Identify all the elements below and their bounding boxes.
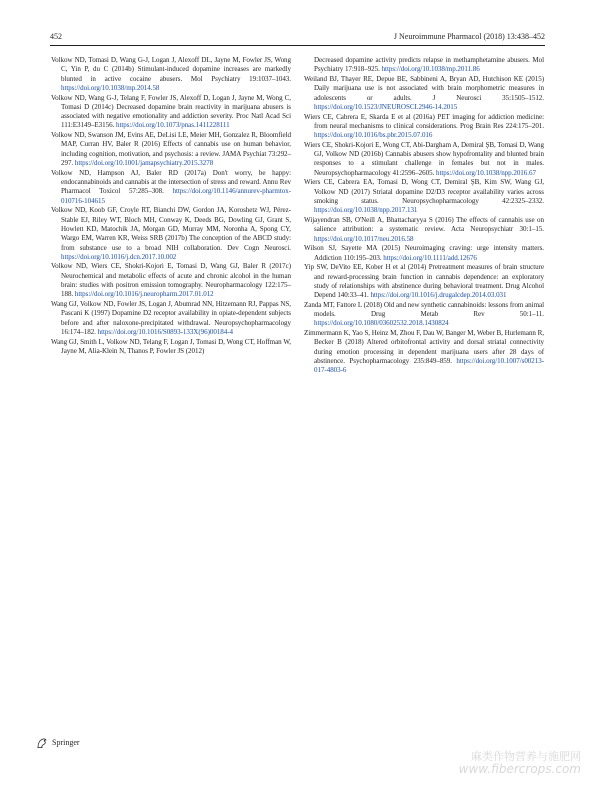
reference-text: Decreased dopamine activity predicts relapse in methamphetamine abusers. Mol Psychiatry 17:918–925.	[314, 56, 544, 74]
doi-link[interactable]: https://doi.org/10.1111/add.12676	[383, 253, 477, 262]
reference-entry	[304, 178, 544, 215]
references-right-column	[304, 56, 544, 376]
header-rule	[50, 45, 545, 46]
doi-link[interactable]: https://doi.org/10.1523/JNEUROSCI.2946-14.2015	[314, 102, 458, 111]
reference-text: Volkow ND, Wiers CE, Shokri-Kojori E, Tomasi D, Wang GJ, Baler R (2017c) Neurochemical and metabolic effects of acute and chronic alcohol in the human brain: studies with positron emission tomography. Neuropharmacology 122:175–188.	[51, 262, 291, 299]
doi-link[interactable]: https://doi.org/10.1016/bs.pbr.2015.07.016	[314, 131, 433, 140]
reference-text: Wiers CE, Cabrera E, Skarda E et al (2016a) PET imaging for addiction medicine: from neural mechanisms to clinical considerations. Prog Brain Res 224:175–201.	[304, 112, 544, 130]
doi-link[interactable]: https://doi.org/10.1038/npp.2016.67	[436, 168, 536, 177]
reference-entry	[304, 301, 544, 329]
reference-entry	[304, 75, 544, 112]
reference-entry	[51, 262, 291, 299]
reference-entry	[51, 206, 291, 262]
reference-entry	[304, 216, 544, 244]
springer-horse-icon	[36, 737, 48, 749]
reference-text: Zimmermann K, Yao S, Heinz M, Zhou F, Dau W, Banger M, Weber B, Hurlemann R, Becker B (2018) Altered orbitofrontal activity and dorsal striatal connectivity during emotion processing in dependent marijuana users after 28 days of abstinence. Psychopharmacology 235:849–859.	[304, 329, 544, 366]
doi-link[interactable]: https://doi.org/10.1016/j.neuropharm.2017.01.012	[74, 290, 214, 299]
watermark-url: www.fibercrops.com	[458, 762, 581, 776]
reference-entry	[51, 338, 291, 357]
reference-text: Volkow ND, Swanson JM, Evins AE, DeLisi LE, Meier MH, Gonzalez R, Bloomfield MAP, Curran HV, Baler R (2016) Effects of cannabis use on human behavior, including cognition, motivation, and psychosis: a review. JAMA Psychiat 73:292–297.	[51, 131, 291, 168]
reference-text: Wilson SJ, Sayette MA (2015) Neuroimaging craving: urge intensity matters. Addiction 110:195–203.	[304, 244, 544, 262]
doi-link[interactable]: https://doi.org/10.1007/s00213-017-4803-6	[314, 357, 544, 375]
reference-text: Wang GJ, Volkow ND, Fowler JS, Logan J, Abumrad NN, Hitzemann RJ, Pappas NS, Pascani K (1997) Dopamine D2 receptor availability in opiate-dependent subjects before and after naloxone-precipitated withdrawal. Neuropsychopharmacology 16:174–182.	[51, 300, 291, 336]
page-footer	[36, 736, 80, 750]
doi-link[interactable]: https://doi.org/10.1016/j.drugalcdep.2014.03.031	[370, 291, 507, 300]
references-left-column	[51, 56, 291, 357]
doi-link[interactable]: https://doi.org/10.1016/j.dcn.2017.10.002	[61, 252, 177, 261]
reference-entry	[304, 263, 544, 300]
reference-entry	[51, 131, 291, 168]
reference-text: Volkow ND, Hampson AJ, Baler RD (2017a) Don't worry, be happy: endocannabinoids and cannabis at the intersection of stress and reward. Annu Rev Pharmacol Toxicol 57:285–308.	[51, 168, 291, 196]
page-number: 452	[50, 32, 62, 41]
doi-link[interactable]: https://doi.org/10.1038/mp.2011.86	[381, 65, 480, 74]
reference-entry	[51, 56, 291, 93]
journal-citation: J Neuroimmune Pharmacol (2018) 13:438–452	[393, 32, 545, 41]
reference-entry	[51, 94, 291, 131]
reference-text: Wiers CE, Cabrera EA, Tomasi D, Wong CT, Demiral ŞB, Kim SW, Wang GJ, Volkow ND (2017) Striatal dopamine D2/D3 receptor availability varies across smoking status. Neuropsychopharmacology 42:2325–2332.	[304, 178, 544, 206]
reference-text: Zanda MT, Fattore L (2018) Old and new synthetic cannabinoids: lessons from animal models. Drug Metab Rev 50:1–11.	[304, 300, 544, 319]
reference-entry	[304, 113, 544, 141]
reference-text: Volkow ND, Koob GF, Croyle RT, Bianchi DW, Gordon JA, Koroshetz WJ, Pérez-Stable EJ, Riley WT, Bloch MH, Conway K, Deeds BG, Dowling GJ, Grant S, Howlett KD, Matochik JA, Morgan GD, Murray MM, Noronha A, Spong CY, Wargo EM, Warren KR, Weiss SRB (2017b) The conception of the ABCD study: from substance use to a broad NIH collaboration. Dev Cogn Neurosci.	[51, 206, 291, 252]
doi-link[interactable]: https://doi.org/10.1080/03602532.2018.1430824	[314, 319, 449, 328]
doi-link[interactable]: https://doi.org/10.1038/mp.2014.58	[61, 83, 160, 92]
reference-text: Weiland BJ, Thayer RE, Depue BE, Sabbineni A, Bryan AD, Hutchison KE (2015) Daily marijuana use is not associated with brain morphometric measures in adolescents or adults. J Neurosci 35:1505–1512.	[304, 74, 544, 102]
reference-entry	[304, 141, 544, 178]
reference-text: Yip SW, DeVito EE, Kober H et al (2014) Pretreatment measures of brain structure and reward-processing brain function in cannabis dependence: an exploratory study of relationships with abstinence during behavioral treatment. Drug Alcohol Depend 140:33–41.	[304, 263, 544, 300]
site-watermark	[459, 751, 581, 775]
publisher-name: Springer	[52, 738, 80, 747]
watermark-title: 麻类作物营养与施肥网	[471, 750, 581, 763]
reference-entry	[304, 56, 544, 75]
page-header	[50, 31, 545, 43]
doi-link[interactable]: https://doi.org/10.1073/pnas.1411228111	[116, 121, 230, 130]
reference-entry	[51, 169, 291, 206]
doi-link[interactable]: https://doi.org/10.1001/jamapsychiatry.2015.3278	[74, 159, 214, 168]
reference-entry	[304, 329, 544, 375]
doi-link[interactable]: https://doi.org/10.1146/annurev-pharmtox-010716-104615	[61, 187, 291, 205]
reference-text: Volkow ND, Tomasi D, Wang G-J, Logan J, Alexoff DL, Jayne M, Fowler JS, Wong C, Yin P, du C (2014b) Stimulant-induced dopamine increases are markedly blunted in active cocaine abusers. Mol Psychiatry 19:1037–1043.	[51, 56, 291, 83]
reference-text: Volkow ND, Wang G-J, Telang F, Fowler JS, Alexoff D, Logan J, Jayne M, Wong C, Tomasi D (2014c) Decreased dopamine brain reactivity in marijuana abusers is associated with negative emotionality and addiction severity. Proc Natl Acad Sci 111:E3149–E3156.	[51, 93, 291, 130]
reference-entry	[51, 300, 291, 337]
reference-entry	[304, 244, 544, 263]
reference-text: Wiers CE, Shokri-Kojori E, Wong CT, Abi-Dargham A, Demiral ŞB, Tomasi D, Wang GJ, Volkow ND (2016b) Cannabis abusers show hypofrontality and blunted brain responses to a stimulant challenge in females but not in males. Neuropsychopharmacology 41:2596–2605.	[304, 140, 544, 177]
reference-text: Wang GJ, Smith L, Volkow ND, Telang F, Logan J, Tomasi D, Wong CT, Hoffman W, Jayne M, Alia-Klein N, Thanos P, Fowler JS (2012)	[51, 337, 291, 355]
reference-text: Wijayendran SB, O'Neill A, Bhattacharyya S (2016) The effects of cannabis use on salience attribution: a systematic review. Acta Neuropsychiatr 30:1–15.	[304, 216, 544, 234]
doi-link[interactable]: https://doi.org/10.1038/npp.2017.131	[314, 206, 418, 215]
doi-link[interactable]: https://doi.org/10.1017/neu.2016.58	[314, 234, 414, 243]
doi-link[interactable]: https://doi.org/10.1016/S0893-133X(96)00184-4	[97, 327, 234, 336]
